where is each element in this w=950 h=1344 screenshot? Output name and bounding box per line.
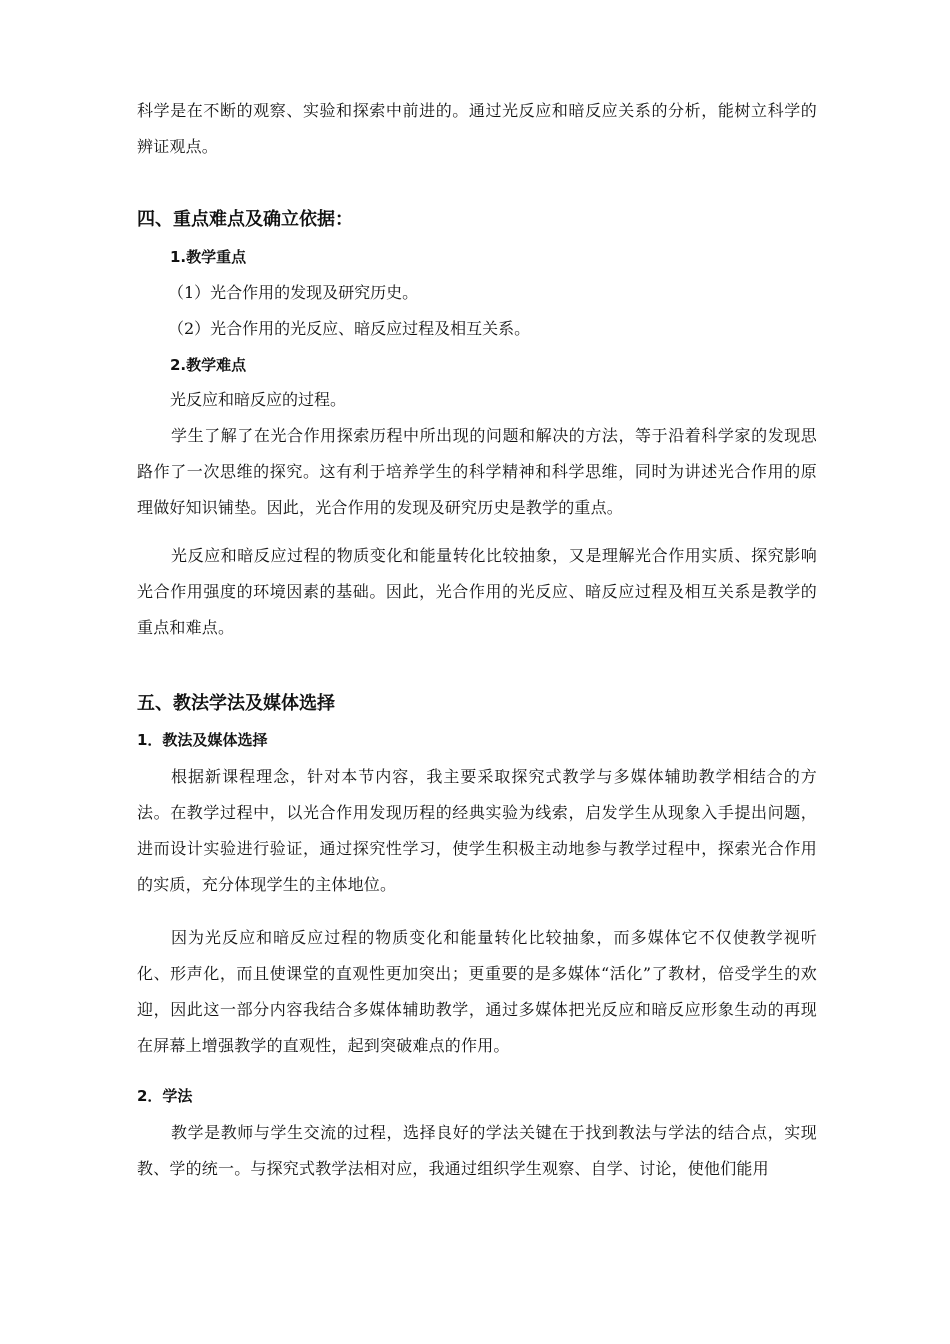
section-5-heading: 五、教法学法及媒体选择	[137, 693, 335, 714]
focus-item-2: （2）光合作用的光反应、暗反应过程及相互关系。	[168, 319, 531, 338]
section-4-paragraph-1: 学生了解了在光合作用探索历程中所出现的问题和解决的方法，等于沿着科学家的发现思路作了一次思维的探究。这有利于培养学生的科学精神和科学思维，同时为讲述光合作用的原理做好知识铺垫。因此，光合作用的发现及研究历史是教学的重点。	[137, 426, 817, 517]
section-4-heading: 四、重点难点及确立依据：	[137, 209, 353, 230]
teaching-focus-subheading: 1.教学重点	[170, 248, 247, 266]
learning-method-subheading: 2．学法	[137, 1087, 193, 1105]
difficulty-text: 光反应和暗反应的过程。	[170, 390, 347, 409]
section-4-paragraph-2: 光反应和暗反应过程的物质变化和能量转化比较抽象，又是理解光合作用实质、探究影响光合作用强度的环境因素的基础。因此，光合作用的光反应、暗反应过程及相互关系是教学的重点和难点。	[137, 546, 817, 637]
teaching-method-subheading: 1．教法及媒体选择	[137, 731, 268, 749]
section-5-paragraph-3: 教学是教师与学生交流的过程，选择良好的学法关键在于找到教法与学法的结合点，实现教、学的统一。与探究式教学法相对应，我通过组织学生观察、自学、讨论，使他们能用	[137, 1123, 817, 1178]
focus-item-1: （1）光合作用的发现及研究历史。	[168, 283, 419, 302]
intro-paragraph: 科学是在不断的观察、实验和探索中前进的。通过光反应和暗反应关系的分析，能树立科学的辨证观点。	[137, 101, 817, 156]
section-5-paragraph-2: 因为光反应和暗反应过程的物质变化和能量转化比较抽象，而多媒体它不仅使教学视听化、形声化，而且使课堂的直观性更加突出；更重要的是多媒体“活化”了教材，倍受学生的欢迎，因此这一部分内容我结合多媒体辅助教学，通过多媒体把光反应和暗反应形象生动的再现在屏幕上增强教学的直观性，起到突破难点的作用。	[137, 928, 817, 1055]
section-5-paragraph-1: 根据新课程理念，针对本节内容，我主要采取探究式教学与多媒体辅助教学相结合的方法。在教学过程中，以光合作用发现历程的经典实验为线索，启发学生从现象入手提出问题，进而设计实验进行验证，通过探究性学习，使学生积极主动地参与教学过程中，探索光合作用的实质，充分体现学生的主体地位。	[137, 767, 817, 894]
teaching-difficulty-subheading: 2.教学难点	[170, 356, 247, 374]
